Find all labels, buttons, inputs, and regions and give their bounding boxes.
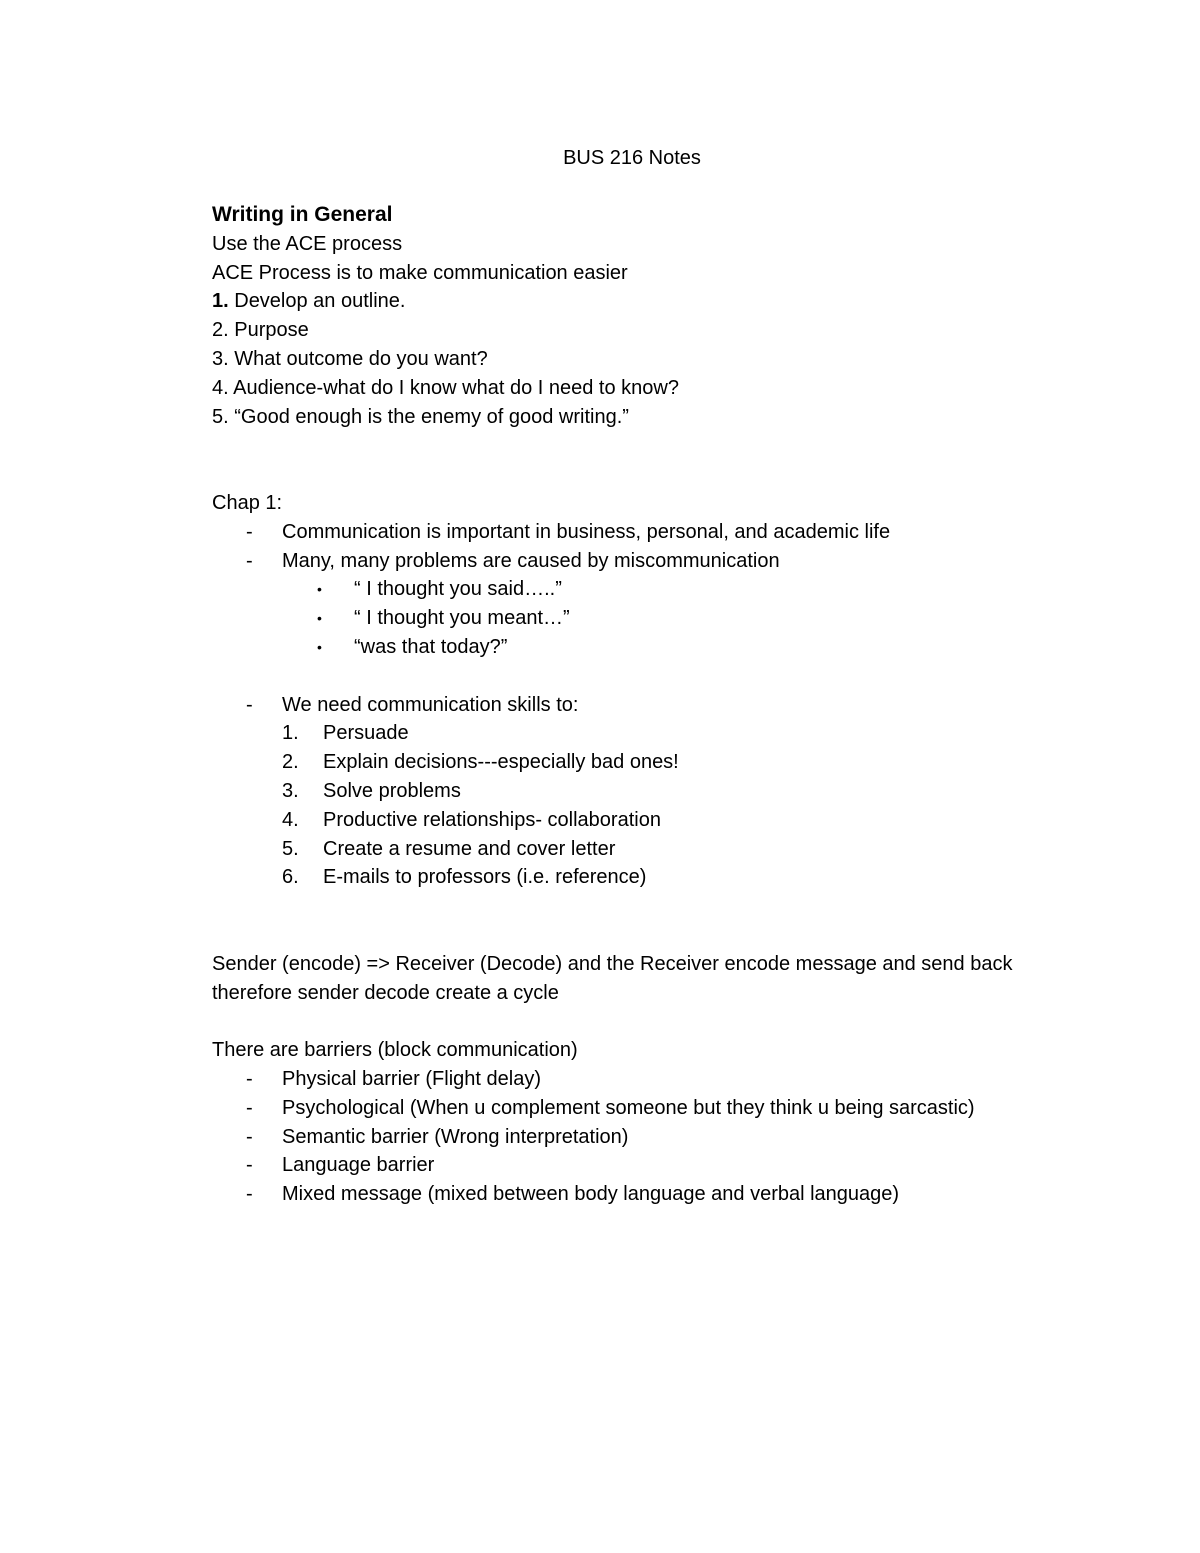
ace-step [212,374,1072,403]
list-number: 3. [282,779,299,802]
list-item-text: Mixed message (mixed between body language and verbal language) [282,1183,900,1206]
list-item-text: Create a resume and cover letter [323,837,616,860]
list-item-text: “ I thought you said…..” [354,578,562,601]
list-item-text: We need communication skills to: [282,693,579,716]
list-item-text: Semantic barrier (Wrong interpretation) [282,1125,629,1148]
list-item-text: Productive relationships- collaboration [323,808,661,831]
list-item-text: E-mails to professors (i.e. reference) [323,866,647,889]
ace-step-number: 3. [212,347,229,370]
dash-marker: - [246,520,253,543]
ace-step [212,287,1072,316]
list-item [212,575,1072,604]
list-item [212,1123,1072,1152]
list-item [212,806,1072,835]
spacer [212,892,1072,950]
spacer [212,1007,1072,1036]
notes-body [212,201,1072,1209]
list-number: 5. [282,837,299,860]
list-number: 6. [282,866,299,889]
ace-step-number: 1. [212,290,229,313]
list-item-text: Explain decisions---especially bad ones! [323,751,679,774]
dash-marker: - [246,693,253,716]
ace-purpose-line: ACE Process is to make communication easier [212,261,628,284]
list-item [212,719,1072,748]
ace-step-text: Audience-what do I know what do I need to know? [228,376,679,399]
list-number: 4. [282,808,299,831]
ace-step-text: Purpose [228,319,309,342]
list-item-text: Physical barrier (Flight delay) [282,1067,541,1090]
list-item [212,1094,1072,1123]
ace-step-text: Develop an outline. [228,290,406,313]
dash-marker: - [246,1183,253,1206]
list-item [212,1180,1072,1209]
ace-step [212,345,1072,374]
list-item [212,604,1072,633]
ace-process-line: Use the ACE process [212,232,403,255]
list-item [212,1065,1072,1094]
ace-step-number: 5. [212,405,229,428]
page-title: BUS 216 Notes [563,147,701,169]
list-item-text: Communication is important in business, personal, and academic life [282,520,891,543]
list-item-text: Language barrier [282,1154,435,1177]
list-item [212,777,1072,806]
ace-step [212,403,1072,432]
list-number: 2. [282,751,299,774]
list-item [212,547,1072,576]
bullet-marker: • [317,638,322,655]
barriers-intro: There are barriers (block communication) [212,1039,578,1062]
section-heading-chapter1: Chap 1: [212,491,283,514]
dash-marker: - [246,1154,253,1177]
cycle-paragraph-line: Sender (encode) => Receiver (Decode) and the Receiver encode message and send back [212,952,1013,975]
dash-marker: - [246,1125,253,1148]
list-item-text: “was that today?” [354,635,508,658]
list-item [212,748,1072,777]
list-item-text: Persuade [323,722,409,745]
list-number: 1. [282,722,299,745]
list-item [212,518,1072,547]
ace-step-number: 2. [212,319,229,342]
dash-marker: - [246,549,253,572]
list-item [212,691,1072,720]
list-item-text: Solve problems [323,779,461,802]
dash-marker: - [246,1067,253,1090]
ace-step-text: What outcome do you want? [228,347,488,370]
list-item-text: Psychological (When u complement someone but they think u being sarcastic) [282,1096,975,1119]
section-heading-writing: Writing in General [212,203,393,226]
list-item [212,633,1072,662]
cycle-paragraph-line: therefore sender decode create a cycle [212,981,559,1004]
list-item-text: Many, many problems are caused by miscommunication [282,549,780,572]
page-title-wrap [0,144,1200,173]
list-item [212,835,1072,864]
ace-step-text: “Good enough is the enemy of good writing.” [228,405,629,428]
spacer [212,662,1072,691]
ace-step [212,316,1072,345]
list-item [212,1151,1072,1180]
dash-marker: - [246,1096,253,1119]
spacer [212,431,1072,489]
bullet-marker: • [317,610,322,627]
ace-step-number: 4. [212,376,229,399]
bullet-marker: • [317,581,322,598]
list-item [212,863,1072,892]
list-item-text: “ I thought you meant…” [354,607,570,630]
